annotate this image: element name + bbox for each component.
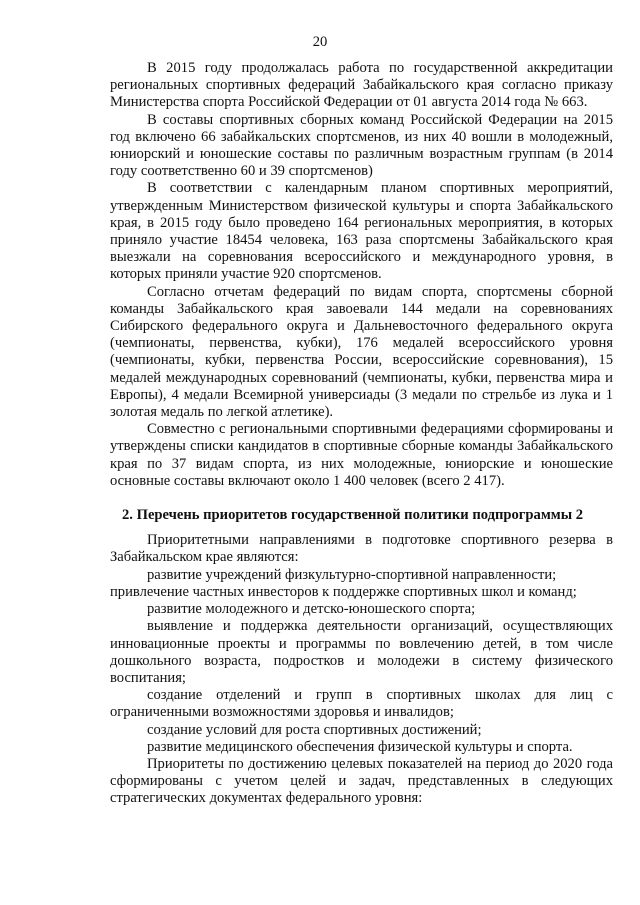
closing-paragraph: Приоритеты по достижению целевых показателей на период до 2020 года сформированы с учетом целей и задач, представленных в следующих стратегических документах федерального уровня: bbox=[110, 755, 613, 807]
priority-item: создание условий для роста спортивных достижений; bbox=[147, 721, 482, 738]
priority-item: создание отделений и групп в спортивных школах для лиц с ограниченными возможностями здоровья и инвалидов; bbox=[110, 687, 613, 721]
page-number: 20 bbox=[312, 34, 328, 50]
priority-item: привлечение частных инвесторов к поддержке спортивных школ и команд; bbox=[110, 583, 577, 600]
paragraph-national-teams: В составы спортивных сборных команд Российской Федерации на 2015 год включено 66 забайкальских спортсменов, из них 40 вошли в молодежный, юниорский и юношеские составы по различным возрастным группам (в 2014 году соответственно 60 и 39 спортсменов) bbox=[110, 111, 613, 180]
priority-item: выявление и поддержка деятельности организаций, осуществляющих инновационные проекты и программы по вовлечению детей, в том числе дошкольного возраста, подростков и молодежи в систему физического воспитания; bbox=[110, 618, 613, 686]
section-heading: 2. Перечень приоритетов государственной политики подпрограммы 2 bbox=[122, 507, 584, 524]
document-body bbox=[110, 60, 613, 808]
paragraph-accreditation: В 2015 году продолжалась работа по государственной аккредитации региональных спортивных федераций Забайкальского края согласно приказу Министерства спорта Российской Федерации от 01 августа 2014 года № 663. bbox=[110, 60, 613, 111]
section-intro: Приоритетными направлениями в подготовке спортивного резерва в Забайкальском крае являются: bbox=[110, 532, 613, 566]
priorities-list bbox=[110, 567, 613, 756]
priority-item: развитие учреждений физкультурно-спортивной направленности; bbox=[147, 566, 557, 583]
priority-item: развитие медицинского обеспечения физической культуры и спорта. bbox=[147, 738, 573, 755]
priority-item: развитие молодежного и детско-юношеского спорта; bbox=[147, 601, 476, 618]
paragraph-sports-events: В соответствии с календарным планом спортивных мероприятий, утвержденным Министерством физической культуры и спорта Забайкальского края, в 2015 году было проведено 164 региональных мероприятия, в которых приняло участие 18454 человека, 163 раза спортсмены Забайкальского края выезжали на соревнования всероссийского и международного уровня, в которых приняли участие 920 спортсменов. bbox=[110, 180, 613, 283]
paragraph-medals: Согласно отчетам федераций по видам спорта, спортсмены сборной команды Забайкальского края завоевали 144 медали на соревнованиях Сибирского федерального округа и Дальневосточного федерального округа (чемпионаты, первенства, кубки), 176 медалей всероссийского уровня (чемпионаты, кубки, первенства России, всероссийские соревнования), 15 медалей международных соревнований (чемпионаты, кубки, первенства мира и Европы), 4 медали Всемирной универсиады (3 медали по стрельбе из лука и 1 золотая медаль по легкой атлетике). bbox=[110, 283, 613, 421]
paragraph-candidate-lists: Совместно с региональными спортивными федерациями сформированы и утверждены списки кандидатов в спортивные сборные команды Забайкальского края по 37 видам спорта, из них молодежные, юниорские и юношеские основные составы включают около 1 400 человек (всего 2 417). bbox=[110, 421, 613, 489]
